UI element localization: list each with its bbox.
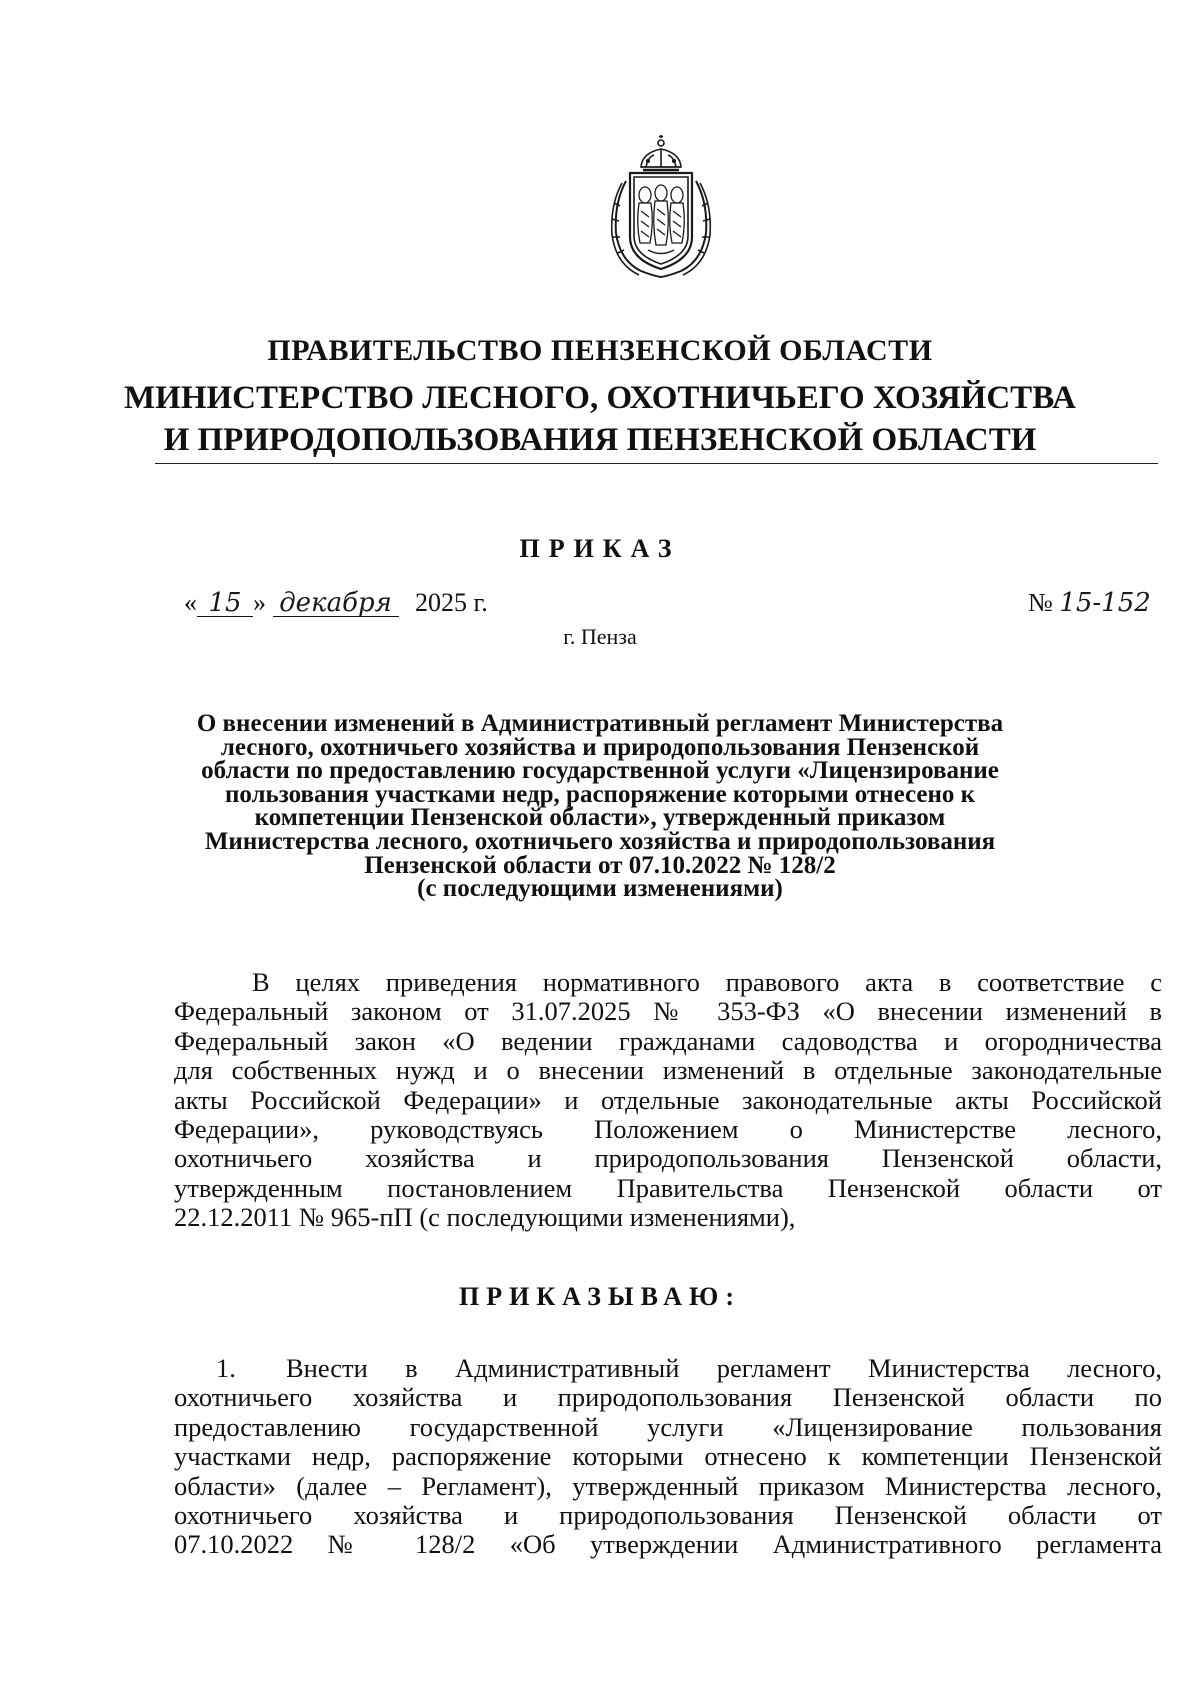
document-date xyxy=(184,588,488,618)
preamble-line: В целях приведения нормативного правового акта в соответствие с xyxy=(252,967,1162,997)
item-line: 07.10.2022 № 128/2 «Об утверждении Административного регламента xyxy=(174,1529,1162,1560)
date-open-quote: « xyxy=(184,588,197,617)
order-word: ПРИКАЗЫВАЮ: xyxy=(459,1282,741,1311)
item-line: предоставлению государственной услуги «Лицензирование пользования xyxy=(174,1411,1162,1442)
document-type-title: ПРИКАЗ xyxy=(519,534,681,563)
subject-line: лесного, охотничьего хозяйства и природопользования Пензенской xyxy=(220,733,980,761)
preamble-paragraph xyxy=(174,968,1162,1233)
ministry-name-line2: И ПРИРОДОПОЛЬЗОВАНИЯ ПЕНЗЕНСКОЙ ОБЛАСТИ xyxy=(163,422,1037,458)
item-line: охотничьего хозяйства и природопользования Пензенской области от xyxy=(174,1499,1162,1530)
preamble-line: утвержденным постановлением Правительства Пензенской области от xyxy=(174,1172,1162,1203)
subject-line: О внесении изменений в Административный регламент Министерства xyxy=(196,710,1004,737)
header-divider xyxy=(155,463,1158,464)
penza-coat-of-arms-icon xyxy=(596,133,726,283)
item-line: Внести в Административный регламент Министерства лесного, xyxy=(286,1353,1162,1383)
preamble-line: 22.12.2011 № 965-пП (с последующими изменениями), xyxy=(174,1202,796,1233)
order-item-1 xyxy=(174,1354,1162,1560)
document-subject xyxy=(150,712,1050,901)
preamble-line: акты Российской Федерации» и отдельные законодательные акты Российской xyxy=(174,1084,1162,1115)
date-year: 2025 г. xyxy=(415,588,488,617)
preamble-line: для собственных нужд и о внесении изменений в отдельные законодательные xyxy=(174,1055,1162,1086)
subject-line: пользования участками недр, распоряжение которыми отнесено к xyxy=(224,780,976,808)
item-line: охотничьего хозяйства и природопользования Пензенской области по xyxy=(174,1382,1162,1413)
date-day: 15 xyxy=(197,590,253,617)
date-close-quote: » xyxy=(253,588,266,617)
subject-line: Пензенской области от 07.10.2022 № 128/2 xyxy=(364,851,836,879)
item-line: области» (далее – Регламент), утвержденный приказом Министерства лесного, xyxy=(174,1470,1162,1501)
subject-line: (с последующими изменениями) xyxy=(417,875,783,903)
ministry-name-line1: МИНИСТЕРСТВО ЛЕСНОГО, ОХОТНИЧЬЕГО ХОЗЯЙСТВА xyxy=(124,380,1076,416)
subject-line: компетенции Пензенской области», утвержденный приказом xyxy=(254,804,946,832)
preamble-line: Федерации», руководствуясь Положением о Министерстве лесного, xyxy=(174,1113,1162,1144)
subject-line: области по предоставлению государственной услуги «Лицензирование xyxy=(201,757,999,785)
document-number xyxy=(1028,588,1151,618)
number-value: 15-152 xyxy=(1059,588,1151,618)
number-sign: № xyxy=(1028,588,1053,617)
document-city: г. Пенза xyxy=(563,624,637,649)
preamble-line: Федеральный закон «О ведении гражданами садоводства и огородничества xyxy=(174,1025,1162,1056)
government-name: ПРАВИТЕЛЬСТВО ПЕНЗЕНСКОЙ ОБЛАСТИ xyxy=(267,334,933,367)
preamble-line: Федеральный законом от 31.07.2025 № 353-ФЗ «О внесении изменений в xyxy=(174,996,1162,1027)
date-month: декабря xyxy=(273,590,399,617)
subject-line: Министерства лесного, охотничьего хозяйства и природопользования xyxy=(204,827,996,855)
preamble-line: охотничьего хозяйства и природопользования Пензенской области, xyxy=(174,1143,1162,1174)
item-number: 1. xyxy=(216,1353,236,1383)
item-line: участками недр, распоряжение которыми отнесено к компетенции Пензенской xyxy=(174,1441,1162,1472)
